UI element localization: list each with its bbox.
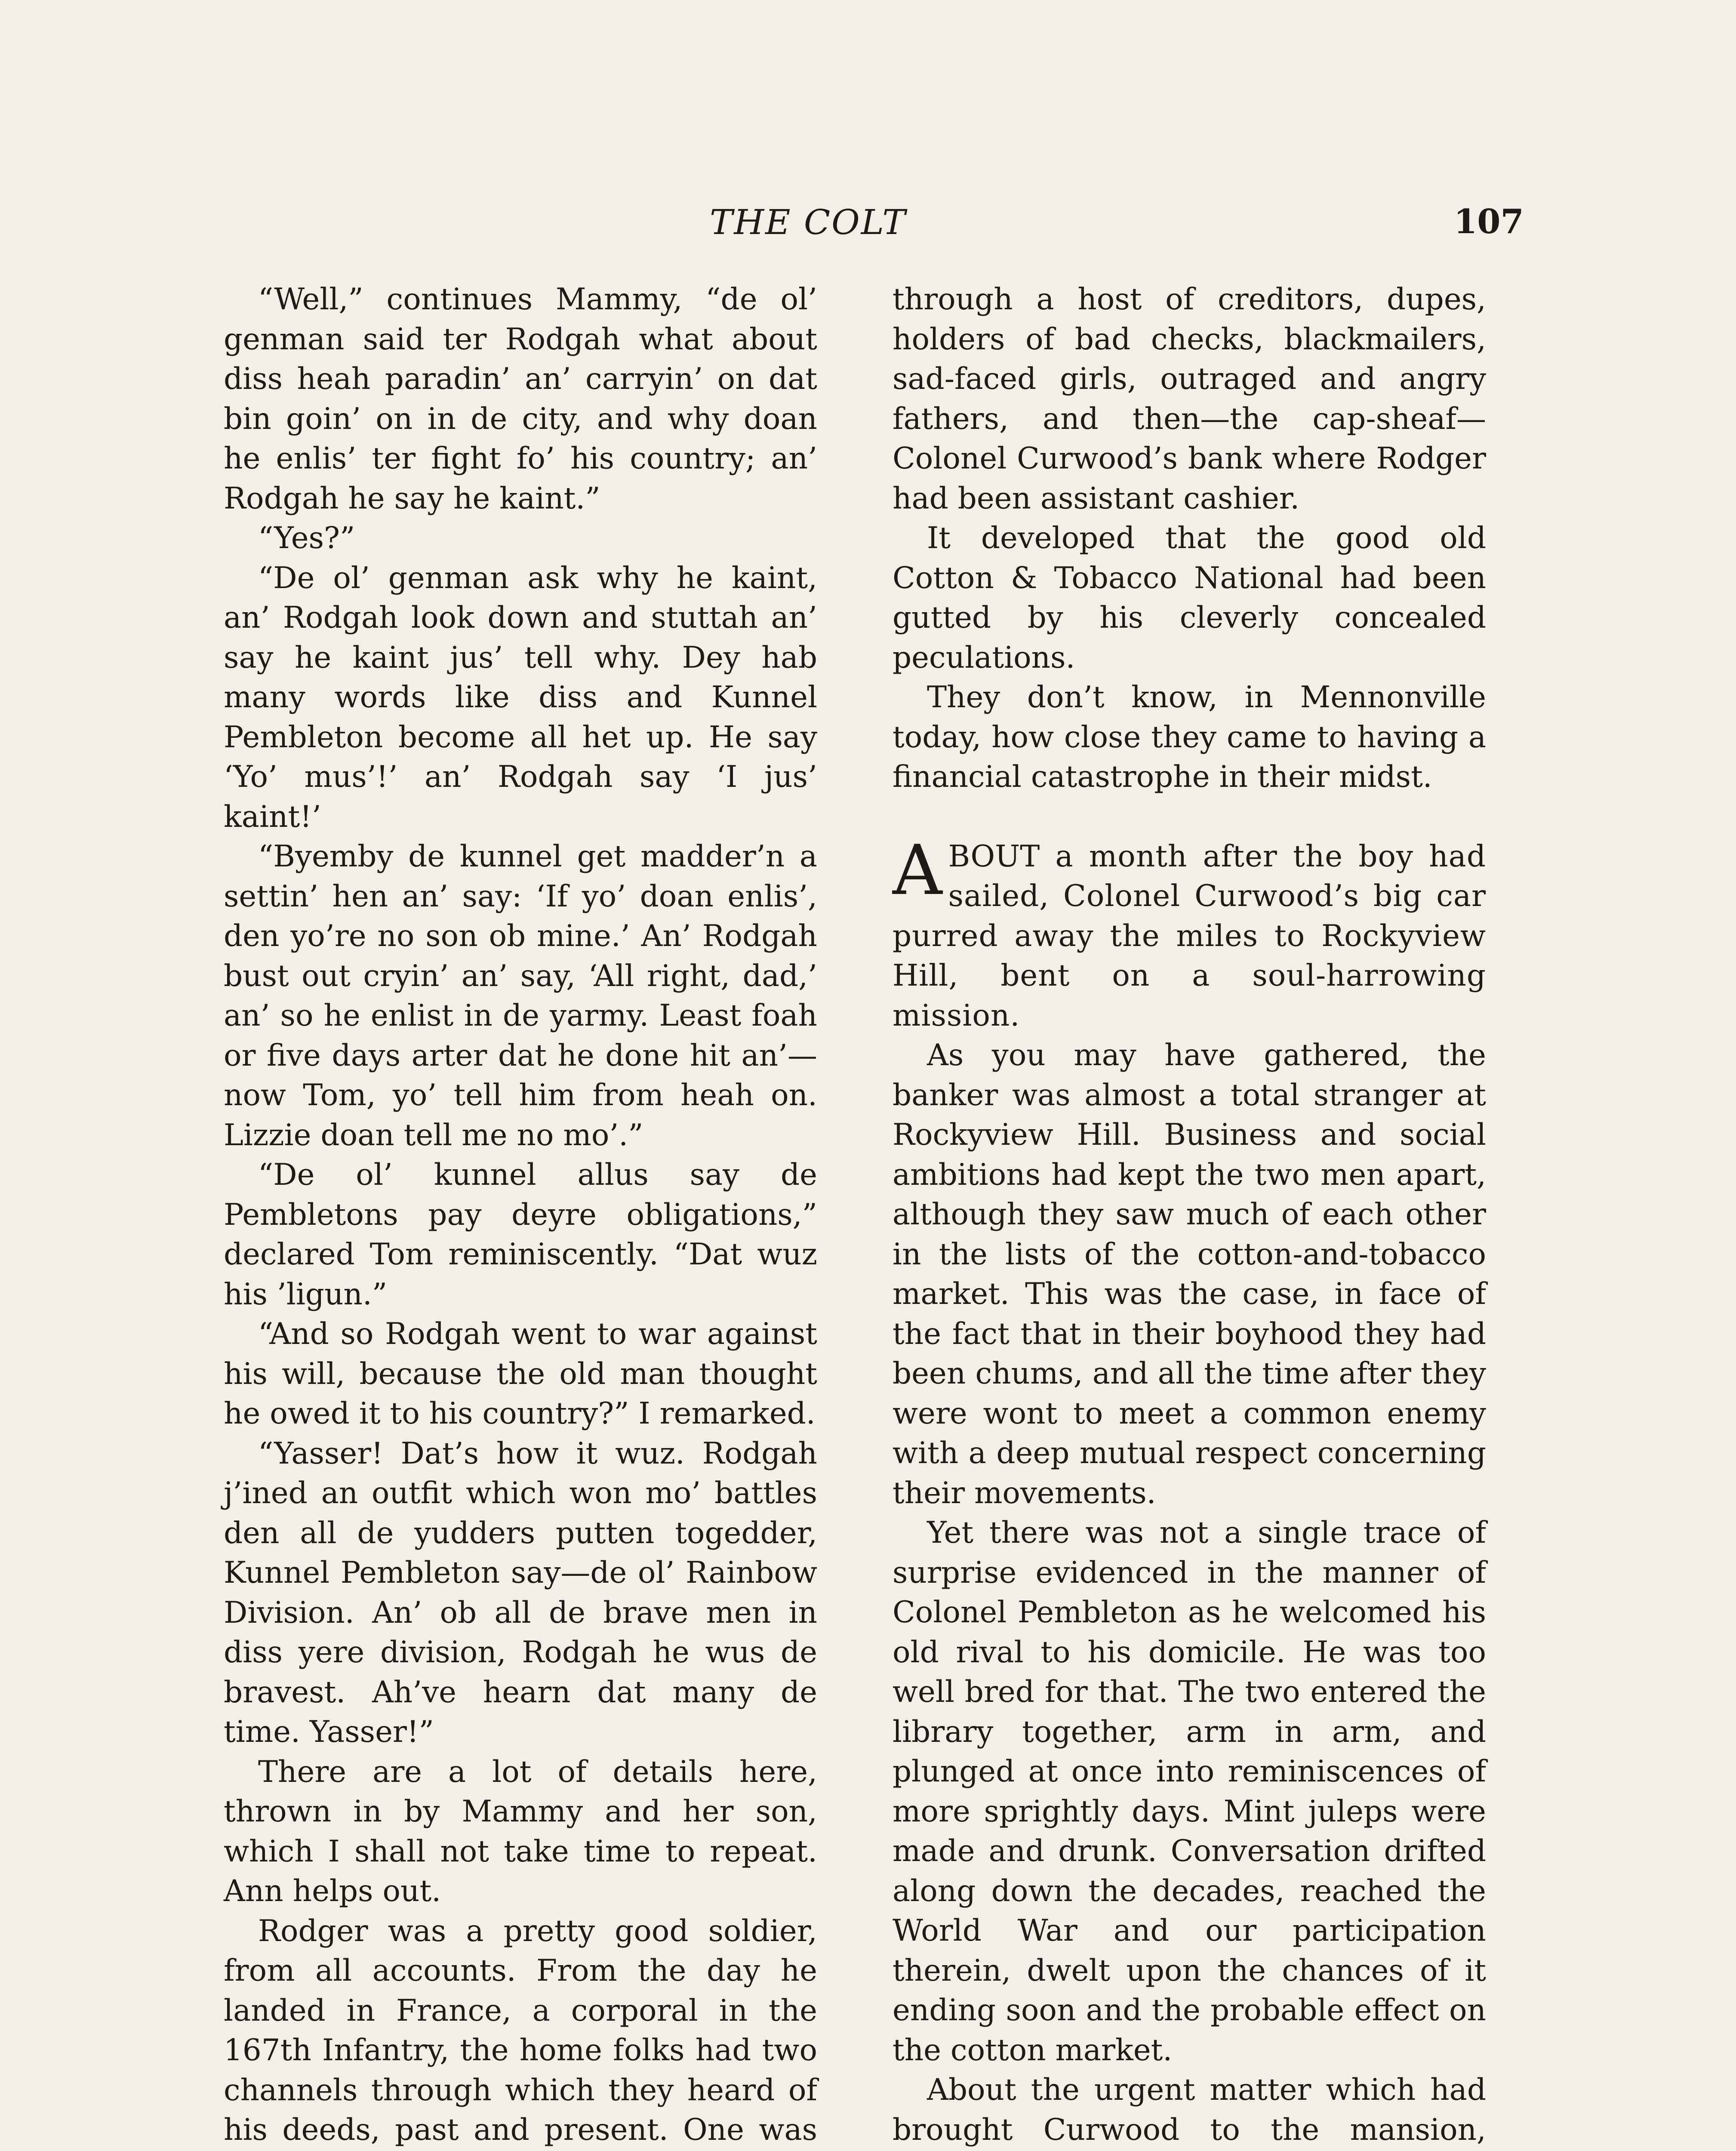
paragraph: About the urgent matter which had brought Curwood to the mansion, xyxy=(893,2073,1486,2147)
paragraph: They don’t know, in Mennonville today, how close they came to having a financial catastrophe in their midst. xyxy=(893,680,1486,794)
paragraph: “And so Rodgah went to war against his will, because the old man thought he owed it to his country?” I remarked. xyxy=(224,1317,817,1431)
paragraph: “De ol’ kunnel allus say de Pembletons pay deyre obligations,” declared Tom reminiscently. “Dat wuz his ’ligun.” xyxy=(224,1158,817,1312)
paragraph: Yet there was not a single trace of surprise evidenced in the manner of Colonel Pembleton as he welcomed his old rival to his domicile. He was too well bred for that. The two entered the library together, arm in arm, and plunged at once into reminiscences of more sprightly days. Mint juleps were made and drunk. Conversation drifted along down the decades, reached the World War and our participation therein, dwelt upon the chances of it ending soon and the probable effect on the cotton market. xyxy=(893,1516,1486,2068)
drop-cap-rest: a month after the boy had sailed, Colonel Curwood’s big car purred away the miles to Rockyview Hill, bent on a soul-harrowing mission. xyxy=(893,839,1486,1033)
continued-paragraph: through a host of creditors, dupes, holders of bad checks, blackmailers, sad-faced girls, outraged and angry fathers, and then—the cap-sheaf—Colonel Curwood’s bank where Rodger had been assistant cashier. xyxy=(893,282,1486,516)
drop-cap-lead: BOUT xyxy=(948,839,1040,874)
page-number: 107 xyxy=(1454,202,1524,241)
paragraph: It developed that the good old Cotton & Tobacco National had been gutted by his cleverly concealed peculations. xyxy=(893,521,1486,675)
paragraph: “De ol’ genman ask why he kaint, an’ Rodgah look down and stuttah an’ say he kaint jus’ tell why. Dey hab many words like diss and Kunnel Pembleton become all het up. He say ‘Yo’ mus’!’ an’ Rodgah say ‘I jus’ kaint!’ xyxy=(224,561,817,834)
paragraph: Rodger was a pretty good soldier, from all accounts. From the day he landed in France, a corporal in the 167th Infantry, the home folks had two channels through which they heard of his deeds, past and present. One was xyxy=(224,1914,817,2147)
drop-cap: A xyxy=(893,829,942,910)
paragraph: “Byemby de kunnel get madder’n a settin’ hen an’ say: ‘If yo’ doan enlis’, den yo’re no son ob mine.’ An’ Rodgah bust out cryin’ an’ say, ‘All right, dad,’ an’ so he enlist in de yarmy. Least foah or five days arter dat he done hit an’—now Tom, yo’ tell him from heah on. Lizzie doan tell me no mo’.” xyxy=(224,839,817,1153)
paragraph: There are a lot of details here, thrown in by Mammy and her son, which I shall not take time to repeat. Ann helps out. xyxy=(224,1754,817,1908)
paragraph: As you may have gathered, the banker was almost a total stranger at Rockyview Hill. Business and social ambitions had kept the two men apart, although they saw much of each other in the lists of the cotton-and-tobacco market. This was the case, in face of the fact that in their boyhood they had been chums, and all the time after they were wont to meet a common enemy with a deep mutual respect concerning their movements. xyxy=(893,1038,1486,1510)
right-column xyxy=(893,280,1486,2151)
left-column xyxy=(224,280,817,2151)
paragraph: “Yasser! Dat’s how it wuz. Rodgah j’ined an outfit which won mo’ battles den all de yudders putten togedder, Kunnel Pembleton say—de ol’ Rainbow Division. An’ ob all de brave men in diss yere division, Rodgah he wus de bravest. Ah’ve hearn dat many de time. Yasser!” xyxy=(224,1436,817,1749)
section-break xyxy=(893,797,1486,837)
page-header xyxy=(0,202,1736,250)
running-title: THE COLT xyxy=(710,202,907,242)
paragraph: “Yes?” xyxy=(258,521,355,555)
paragraph: “Well,” continues Mammy, “de ol’ genman said ter Rodgah what about diss heah paradin’ an’ carryin’ on dat bin goin’ on in de city, and why doan he enlis’ ter fight fo’ his country; an’ Rodgah he say he kaint.” xyxy=(224,282,817,516)
section-opening-paragraph xyxy=(893,829,1486,1036)
